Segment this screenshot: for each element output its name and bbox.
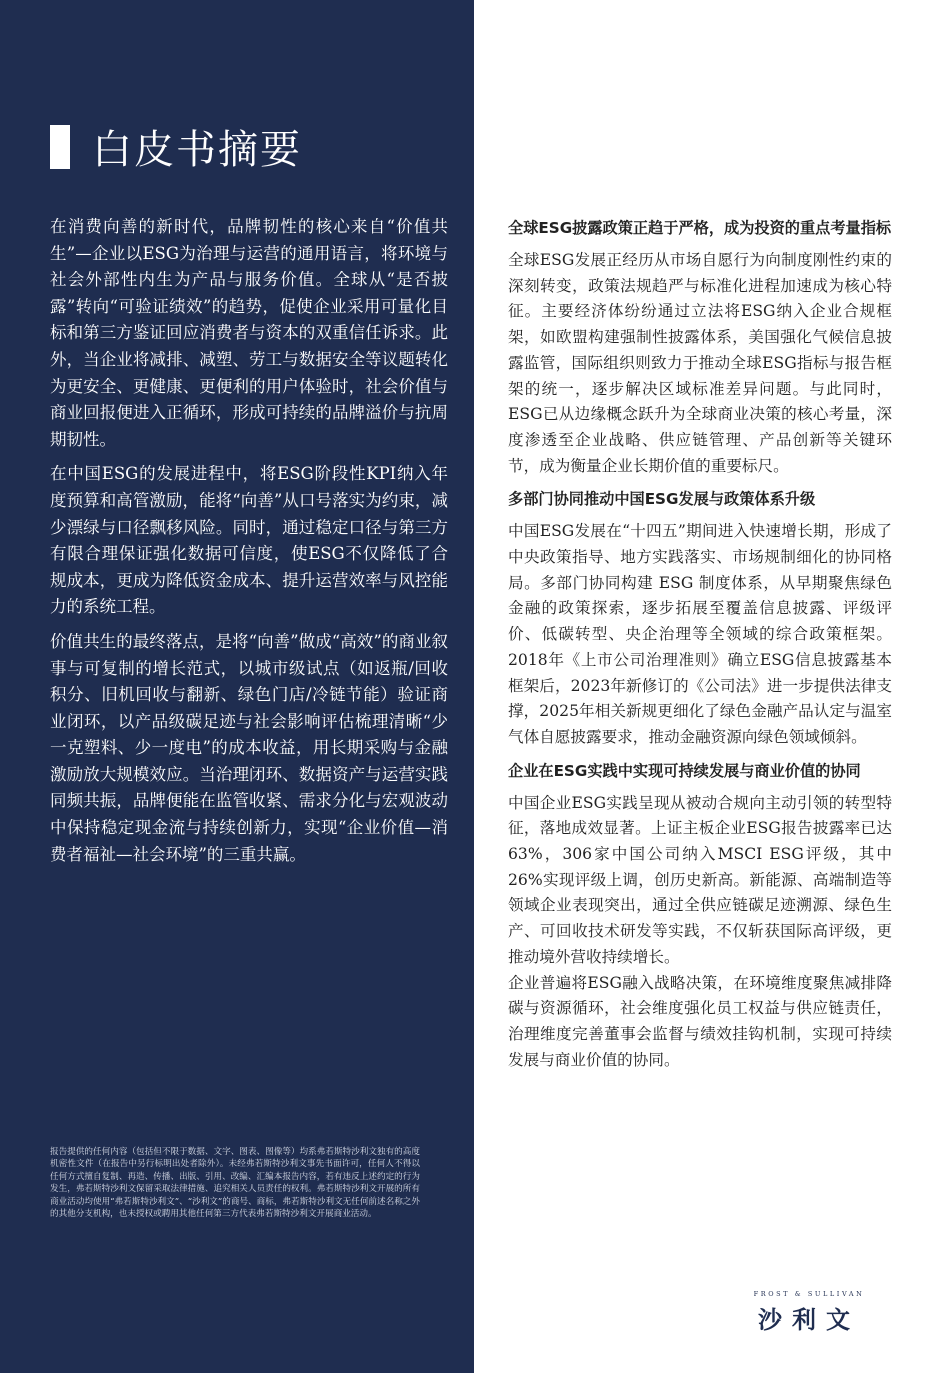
title-bar-marker — [50, 125, 70, 169]
paragraph: 中国企业ESG实践呈现从被动合规向主动引领的转型特征，落地成效显著。上证主板企业ESG报告披露率已达63%，306家中国公司纳入MSCI ESG评级，其中26%实现评级上调，创历史新高。新能源、高端制造等领域企业表现突出，通过全供应链碳足迹溯源、绿色生产、可回收技术研发等实践，不仅斩获国际高评级，更推动境外营收持续增长。 — [508, 793, 892, 966]
left-panel — [0, 0, 474, 1373]
paragraph: 企业普遍将ESG融入战略决策，在环境维度聚焦减排降碳与资源循环，社会维度强化员工权益与供应链责任，治理维度完善董事会监督与绩效挂钩机制，实现可持续发展与商业价值的协同。 — [508, 973, 892, 1069]
legal-disclaimer: 报告提供的任何内容（包括但不限于数据、文字、图表、图像等）均系弗若斯特沙利文独有的高度机密性文件（在报告中另行标明出处者除外）。未经弗若斯特沙利文事先书面许可，任何人不得以任何方式擅自复制、再造、传播、出版、引用、改编、汇编本报告内容，若有违反上述约定的行为发生，弗若斯特沙利文保留采取法律措施、追究相关人员责任的权利。弗若斯特沙利文开展的所有商业活动均使用“弗若斯特沙利文”、“沙利文”的商号、商标，弗若斯特沙利文无任何前述名称之外的其他分支机构，也未授权或聘用其他任何第三方代表弗若斯特沙利文开展商业活动。 — [50, 1147, 420, 1220]
section-heading: 全球ESG披露政策正趋于严格，成为投资的重点考量指标 — [508, 219, 892, 237]
section-heading: 多部门协同推动中国ESG发展与政策体系升级 — [508, 490, 816, 509]
paragraph: 在消费向善的新时代，品牌韧性的核心来自“价值共生”—企业以ESG为治理与运营的通用语言，将环境与社会外部性内生为产品与服务价值。全球从“是否披露”转向“可验证绩效”的趋势，促使企业采用可量化目标和第三方鉴证回应消费者与资本的双重信任诉求。此外，当企业将减排、减塑、劳工与数据安全等议题转化为更安全、更健康、更便利的用户体验时，社会价值与商业回报便进入正循环，形成可持续的品牌溢价与抗周期韧性。 — [50, 217, 448, 449]
paragraph: 价值共生的最终落点，是将“向善”做成“高效”的商业叙事与可复制的增长范式，以城市级试点（如返瓶/回收积分、旧机回收与翻新、绿色门店/冷链节能）验证商业闭环，以产品级碳足迹与社会影响评估梳理清晰“少一克塑料、少一度电”的成本收益，用长期采购与金融激励放大规模效应。当治理闭环、数据资产与运营实践同频共振，品牌便能在监管收紧、需求分化与宏观波动中保持稳定现金流与持续创新力，实现“企业价值—消费者福祉—社会环境”的三重共赢。 — [50, 631, 448, 864]
right-column — [508, 216, 892, 1081]
frost-sullivan-logo — [744, 1290, 874, 1335]
paragraph: 全球ESG发展正经历从市场自愿行为向制度刚性约束的深刻转变，政策法规趋严与标准化进程加速成为核心特征。主要经济体纷纷通过立法将ESG纳入企业合规框架，如欧盟构建强制性披露体系，美国强化气候信息披露监管，国际组织则致力于推动全球ESG指标与报告框架的统一，逐步解决区域标准差异问题。与此同时，ESG已从边缘概念跃升为全球商业决策的核心考量，深度渗透至企业战略、供应链管理、产品创新等关键环节，成为衡量企业长期价值的重要标尺。 — [508, 251, 892, 475]
page-title — [50, 118, 302, 175]
summary-text — [50, 214, 448, 876]
paragraph: 中国ESG发展在“十四五”期间进入快速增长期，形成了中央政策指导、地方实践落实、市场规制细化的协同格局。多部门协同构建 ESG 制度体系，从早期聚焦绿色金融的政策探索，逐步拓展至覆盖信息披露、评级评价、低碳转型、央企治理等全领域的综合政策框架。2018年《上市公司治理准则》确立ESG信息披露基本框架后，2023年新修订的《公司法》进一步提供法律支撑，2025年相关新规更细化了绿色金融产品认定与温室气体自愿披露要求，推动金融资源向绿色领域倾斜。 — [508, 522, 892, 746]
logo-chinese: 沙利文 — [758, 1306, 860, 1334]
section-heading: 企业在ESG实践中实现可持续发展与商业价值的协同 — [508, 761, 861, 780]
paragraph: 在中国ESG的发展进程中，将ESG阶段性KPI纳入年度预算和高管激励，能将“向善”从口号落实为约束，减少漂绿与口径飘移风险。同时，通过稳定口径与第三方有限合理保证强化数据可信度，使ESG不仅降低了合规成本，更成为降低资金成本、提升运营效率与风控能力的系统工程。 — [50, 464, 448, 617]
logo-english: FROST & SULLIVAN — [753, 1290, 865, 1298]
page-title-text: 白皮书摘要 — [92, 127, 302, 173]
